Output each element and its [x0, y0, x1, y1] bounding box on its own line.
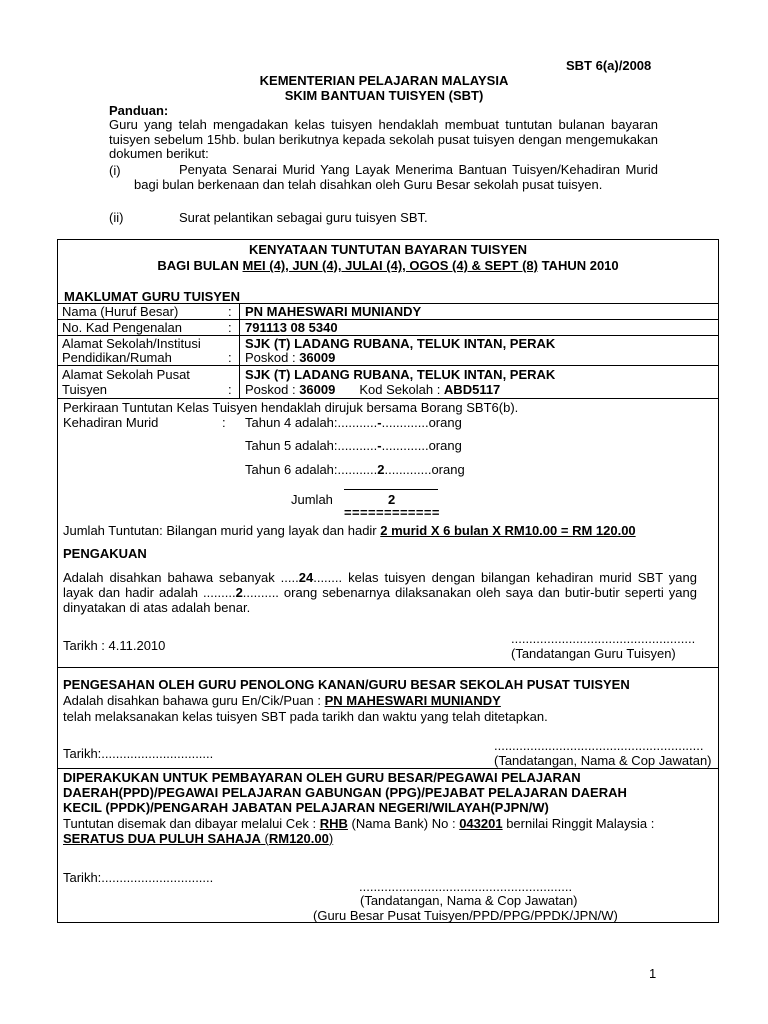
verifier-signature-line: ..........................................................: [494, 738, 704, 753]
section-divider: [57, 768, 719, 769]
ministry-title: KEMENTERIAN PELAJARAN MALAYSIA: [259, 73, 509, 88]
guide-item1-text: Penyata Senarai Murid Yang Layak Menerima Bantuan Tuisyen/Kehadiran Murid bagi bulan berkenaan dan telah disahkan oleh Guru Besar sekolah pusat tuisyen.: [134, 162, 658, 192]
approval-heading-line2: DAERAH(PPD)/PEGAWAI PELAJARAN GABUNGAN (PPG)/PEJABAT PELAJARAN DAERAH: [63, 785, 627, 800]
postcode-label: Poskod :: [245, 350, 300, 365]
bank-name: RHB: [319, 816, 348, 831]
total-label: Jumlah: [291, 492, 333, 507]
scheme-title: SKIM BANTUAN TUISYEN (SBT): [284, 88, 484, 103]
claim-total-value: 2 murid X 6 bulan X RM10.00 = RM 120.00: [380, 523, 636, 538]
column-divider: [239, 303, 240, 398]
teacher-signature-label: (Tandatangan Guru Tuisyen): [511, 646, 676, 661]
verification-line2: telah melaksanakan kelas tuisyen SBT pada tarikh dan waktu yang telah ditetapkan.: [63, 709, 548, 724]
total-rule-line: [344, 489, 438, 490]
amount-open-paren: (: [260, 831, 269, 846]
guide-item2-number: (ii): [109, 210, 124, 225]
year5-line: [245, 438, 462, 453]
center-address: SJK (T) LADANG RUBANA, TELUK INTAN, PERAK: [245, 367, 556, 382]
verification-date: Tarikh:...............................: [63, 746, 214, 761]
amount-in-words: SERATUS DUA PULUH SAHAJA: [63, 831, 261, 846]
approval-heading-line1: DIPERAKUKAN UNTUK PEMBAYARAN OLEH GURU BESAR/PEGAWAI PELAJARAN: [63, 770, 581, 785]
claim-total-line: [63, 523, 636, 538]
year5-unit: .............orang: [381, 438, 462, 453]
year5-value: -: [377, 438, 382, 453]
postcode-value: 36009: [299, 382, 336, 397]
guide-item2-text: Surat pelantikan sebagai guru tuisyen SBT.: [179, 210, 428, 225]
amount-in-figures: RM120.00: [268, 831, 329, 846]
date-value: 4.11.2010: [108, 638, 166, 653]
year4-value: -: [377, 415, 382, 430]
year6-line: [245, 462, 465, 477]
verification-heading: PENGESAHAN OLEH GURU PENOLONG KANAN/GURU BESAR SEKOLAH PUSAT TUISYEN: [63, 677, 630, 692]
row-divider: [57, 365, 719, 366]
guide-intro: Guru yang telah mengadakan kelas tuisyen hendaklah membuat tuntutan bulanan bayaran tuisyen sebelum 15hb. bulan berikutnya kepada sekolah pusat tuisyen dengan mengemukakan dokumen berikut:: [109, 117, 658, 161]
declaration-part3: .......... orang sebenarnya dilaksanakan oleh saya dan butir-butir seperti yang dinyatakan di atas adalah benar.: [63, 585, 697, 615]
declaration-block: [63, 570, 697, 615]
document-code: SBT 6(a)/2008: [566, 58, 652, 73]
claim-months: MEI (4), JUN (4), JULAI (4), OGOS (4) & SEPT (8): [242, 258, 538, 273]
school-code-label: Kod Sekolah :: [359, 382, 444, 397]
year6-value: 2: [377, 462, 385, 477]
center-label-line2: Tuisyen: [62, 382, 108, 397]
colon: :: [228, 382, 232, 397]
amount-line: [63, 831, 333, 846]
payment-prefix: Tuntutan disemak dan dibayar melalui Cek :: [63, 816, 320, 831]
colon: :: [228, 320, 232, 335]
year5-label: Tahun 5 adalah:...........: [245, 438, 378, 453]
center-postcode: [245, 382, 500, 397]
name-label: Nama (Huruf Besar): [62, 304, 179, 319]
approval-heading-line3: KECIL (PPDK)/PENGARAH JABATAN PELAJARAN NEGERI/WILAYAH(PJPN/W): [63, 800, 549, 815]
approver-designation: (Guru Besar Pusat Tuisyen/PPD/PPG/PPDK/JPN/W): [313, 908, 618, 923]
row-divider: [57, 398, 719, 399]
approval-date: Tarikh:...............................: [63, 870, 214, 885]
approver-signature-label: (Tandatangan, Nama & Cop Jawatan): [360, 893, 578, 908]
school-postcode: [245, 350, 335, 365]
total-double-rule: ============: [344, 505, 440, 520]
attendance-count: 2: [235, 585, 243, 600]
declaration-date: [63, 638, 165, 653]
ic-label: No. Kad Pengenalan: [62, 320, 182, 335]
declaration-text: [63, 570, 697, 615]
claim-year: TAHUN 2010: [537, 258, 619, 273]
center-label-line1: Alamat Sekolah Pusat: [62, 367, 190, 382]
guide-intro-block: [109, 118, 658, 162]
claim-period: [57, 258, 719, 273]
date-label: Tarikh :: [63, 638, 109, 653]
postcode-label: Poskod :: [245, 382, 300, 397]
verifier-signature-label: (Tandatangan, Nama & Cop Jawatan): [494, 753, 712, 768]
verification-line1: [63, 693, 501, 708]
name-value: PN MAHESWARI MUNIANDY: [245, 304, 422, 319]
postcode-value: 36009: [299, 350, 336, 365]
verification-prefix: Adalah disahkan bahawa guru En/Cik/Puan :: [63, 693, 325, 708]
school-label-line1: Alamat Sekolah/Institusi: [62, 336, 201, 351]
declaration-heading: PENGAKUAN: [63, 546, 147, 561]
year4-unit: .............orang: [381, 415, 462, 430]
teacher-signature-line: ...................................................: [511, 631, 696, 646]
school-label-line2: Pendidikan/Rumah: [62, 350, 172, 365]
year4-line: [245, 415, 462, 430]
amount-label: bernilai Ringgit Malaysia :: [502, 816, 655, 831]
school-code-value: ABD5117: [443, 382, 501, 397]
year4-label: Tahun 4 adalah:...........: [245, 415, 378, 430]
teacher-section-title: MAKLUMAT GURU TUISYEN: [64, 289, 240, 304]
guide-item1-number: (i): [109, 163, 121, 178]
section-divider: [57, 667, 719, 668]
amount-close-paren: ): [328, 831, 334, 846]
attendance-note: Perkiraan Tuntutan Kelas Tuisyen hendaklah dirujuk bersama Borang SBT6(b).: [63, 400, 519, 415]
colon: :: [228, 304, 232, 319]
colon: :: [222, 415, 226, 430]
verified-teacher-name: PN MAHESWARI MUNIANDY: [324, 693, 501, 708]
school-address: SJK (T) LADANG RUBANA, TELUK INTAN, PERAK: [245, 336, 556, 351]
page-number: 1: [649, 966, 657, 981]
payment-line: [63, 816, 654, 831]
claim-period-prefix: BAGI BULAN: [157, 258, 243, 273]
class-count: 24: [298, 570, 314, 585]
declaration-part1: Adalah disahkan bahawa sebanyak .....: [63, 570, 299, 585]
approver-signature-line: ...........................................................: [359, 879, 573, 894]
claim-heading: KENYATAAN TUNTUTAN BAYARAN TUISYEN: [248, 242, 528, 257]
ic-value: 791113 08 5340: [245, 320, 338, 335]
year6-label: Tahun 6 adalah:...........: [245, 462, 378, 477]
guide-item1-block: [134, 163, 658, 192]
cheque-label: (Nama Bank) No :: [347, 816, 460, 831]
declaration-part2: ........ kelas tuisyen dengan bilangan kehadiran murid SBT yang layak dan hadir adalah .........: [63, 570, 697, 600]
claim-total-label: Jumlah Tuntutan: Bilangan murid yang layak dan hadir: [63, 523, 381, 538]
colon: :: [228, 350, 232, 365]
year6-unit: .............orang: [384, 462, 465, 477]
cheque-number: 043201: [459, 816, 503, 831]
guide-heading: Panduan:: [109, 103, 169, 118]
total-value: 2: [388, 492, 396, 507]
attendance-label: Kehadiran Murid: [63, 415, 159, 430]
